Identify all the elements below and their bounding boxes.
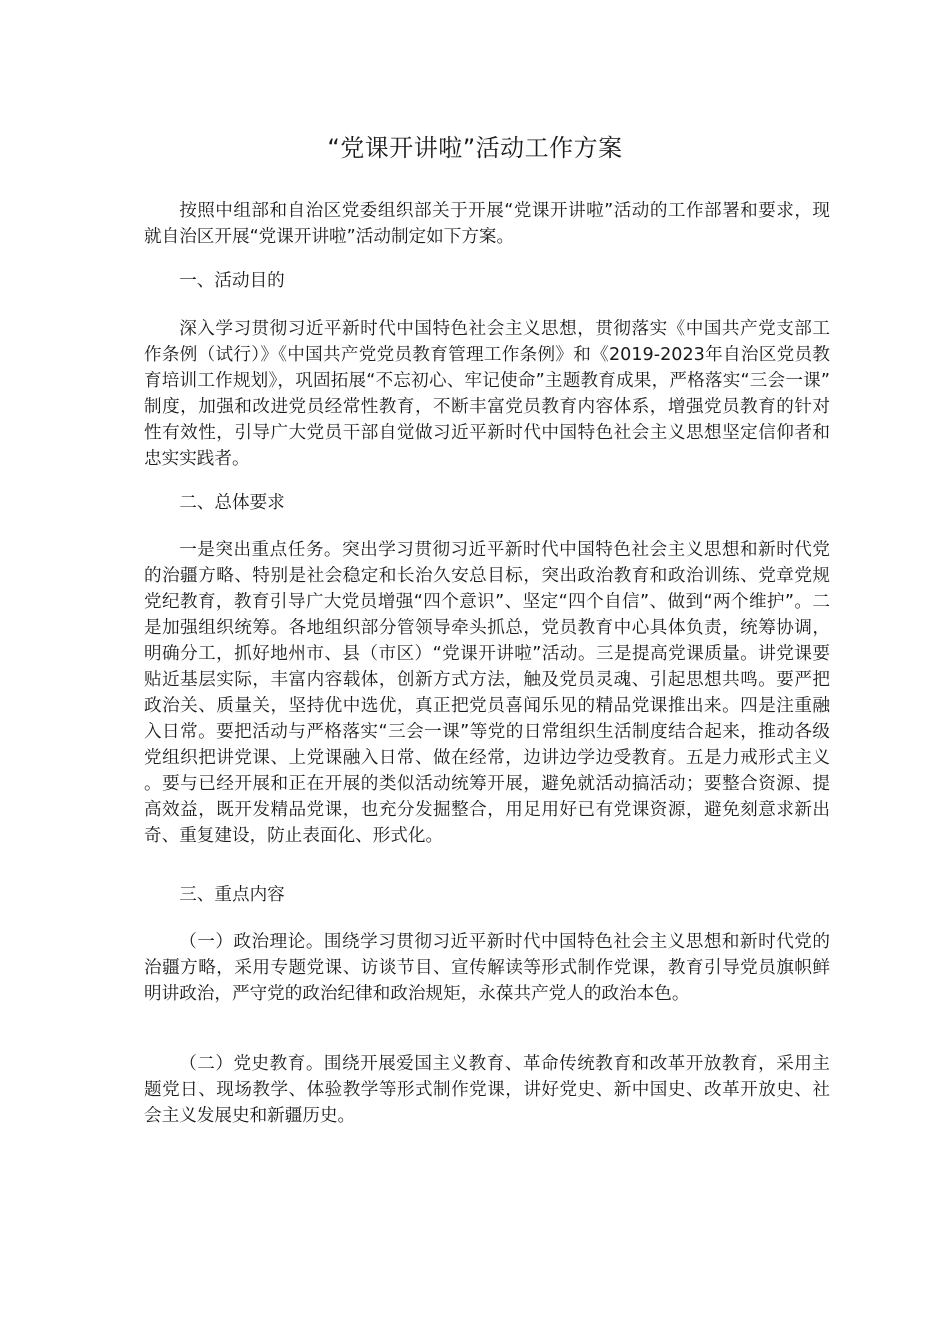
section-heading-purpose: 一、活动目的 <box>179 271 285 291</box>
section-heading-key-content: 三、重点内容 <box>179 885 285 905</box>
key-content-item-political-theory: （一）政治理论。围绕学习贯彻习近平新时代中国特色社会主义思想和新时代党的治疆方略，采用专题党课、访谈节目、宣传解读等形式制作党课，教育引导党员旗帜鲜明讲政治，严守党的政治纪律和政治规矩，永葆共产党人的政治本色。 <box>144 932 830 1004</box>
section-body-requirements: 一是突出重点任务。突出学习贯彻习近平新时代中国特色社会主义思想和新时代党的治疆方略、特别是社会稳定和长治久安总目标，突出政治教育和政治训练、党章党规党纪教育，教育引导广大党员增强“四个意识”、坚定“四个自信”、做到“两个维护”。二是加强组织统筹。各地组织部分管领导牵头抓总，党员教育中心具体负责，统筹协调，明确分工，抓好地州市、县（市区）“党课开讲啦”活动。三是提高党课质量。讲党课要贴近基层实际，丰富内容载体，创新方式方法，触及党员灵魂、引起思想共鸣。要严把政治关、质量关，坚持优中选优，真正把党员喜闻乐见的精品党课推出来。四是注重融入日常。要把活动与严格落实“三会一课”等党的日常组织生活制度结合起来，推动各级党组织把讲党课、上党课融入日常、做在经常，边讲边学边受教育。五是力戒形式主义。要与已经开展和正在开展的类似活动统筹开展，避免就活动搞活动；要整合资源、提高效益，既开发精品党课，也充分发掘整合，用足用好已有党课资源，避免刻意求新出奇、重复建设，防止表面化、形式化。 <box>144 540 830 846</box>
intro-paragraph: 按照中组部和自治区党委组织部关于开展“党课开讲啦”活动的工作部署和要求，现就自治区开展“党课开讲啦”活动制定如下方案。 <box>144 201 830 247</box>
key-content-item-party-history: （二）党史教育。围绕开展爱国主义教育、革命传统教育和改革开放教育，采用主题党日、现场教学、体验教学等形式制作党课，讲好党史、新中国史、改革开放史、社会主义发展史和新疆历史。 <box>144 1054 830 1126</box>
section-body-purpose: 深入学习贯彻习近平新时代中国特色社会主义思想，贯彻落实《中国共产党支部工作条例（试行）》《中国共产党党员教育管理工作条例》和《2019-2023年自治区党员教育培训工作规划》，巩固拓展“不忘初心、牢记使命”主题教育成果，严格落实“三会一课”制度，加强和改进党员经常性教育，不断丰富党员教育内容体系，增强党员教育的针对性有效性，引导广大党员干部自觉做习近平新时代中国特色社会主义思想坚定信仰者和忠实实践者。 <box>144 319 830 469</box>
document-title: “党课开讲啦”活动工作方案 <box>327 134 623 162</box>
section-heading-requirements: 二、总体要求 <box>179 493 285 513</box>
